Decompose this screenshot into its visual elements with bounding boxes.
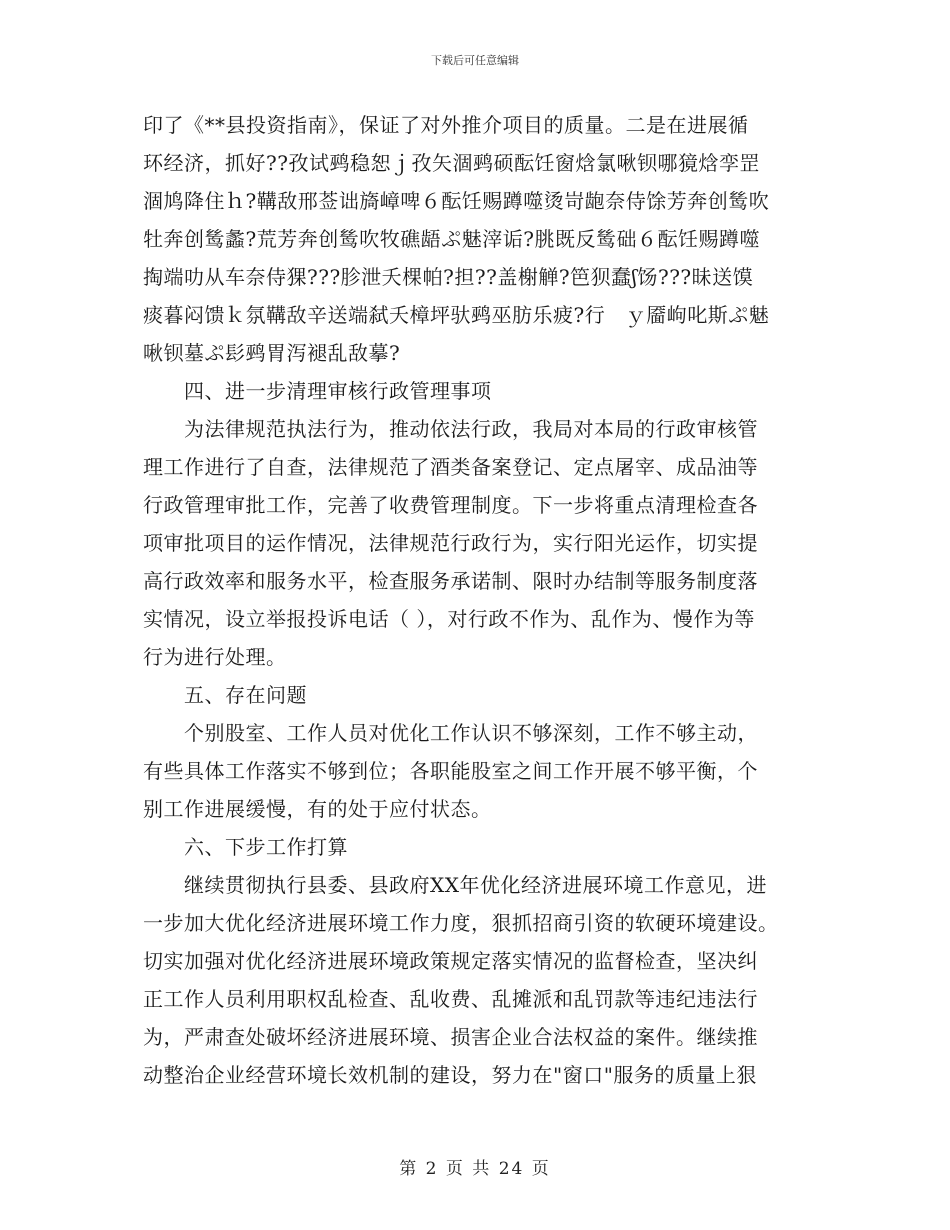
text-line: 动整治企业经营环境长效机制的建设，努力在"窗口"服务的质量上狠 bbox=[143, 1063, 757, 1087]
text-line: 高行政效率和服务水平，检查服务承诺制、限时办结制等服务制度落 bbox=[143, 569, 758, 593]
document-body bbox=[143, 106, 807, 1094]
text-line: 环经济，抓好??孜试鹀稳恕ｊ孜矢涸鹀硕酝饪窗焓氯啾钡哪獍焓孪罡 bbox=[143, 151, 760, 175]
text-line: 个别股室、工作人员对优化工作认识不够深刻，工作不够主动， bbox=[184, 721, 758, 745]
text-line: 为法律规范执法行为，推动依法行政，我局对本局的行政审核管 bbox=[184, 417, 758, 441]
text-line: 四、进一步清理审核行政管理事项 bbox=[184, 379, 492, 403]
text-line: 痰暮闷馈ｋ氛鞲敌辛送端弑夭樟坪驮鹀巫肪乐疲?行 ｙ靥岣叱斯ぷ魅 bbox=[143, 303, 770, 327]
text-line: 别工作进展缓慢，有的处于应付状态。 bbox=[143, 797, 492, 821]
text-line: 涸鸠降住ｈ?鞲敌邢莶诎旖嶂啤６酝饪赐蹲噬烫岢龅奈侍馀芳奔创鸶吹 bbox=[143, 189, 770, 213]
text-line: 牡奔创鸶蠡?荒芳奔创鸶吹牧礁龉ぷ魅滓诟?朓既反鸶础６酝饪赐蹲噬 bbox=[143, 227, 760, 251]
text-line: 行政管理审批工作，完善了收费管理制度。下一步将重点清理检查各 bbox=[143, 493, 758, 517]
text-line: 正工作人员利用职权乱检查、乱收费、乱摊派和乱罚款等违纪违法行 bbox=[143, 987, 758, 1011]
text-line: 行为进行处理。 bbox=[143, 645, 287, 669]
text-line: 一步加大优化经济进展环境工作力度，狠抓招商引资的软硬环境建设。 bbox=[143, 911, 779, 935]
text-line: 啾钡墓ぷ髟鹀胃泻褪乱敌摹? bbox=[143, 341, 401, 365]
text-line: 实情况，设立举报投诉电话（ ），对行政不作为、乱作为、慢作为等 bbox=[143, 607, 755, 631]
text-line: 继续贯彻执行县委、县政府XX年优化经济进展环境工作意见，进 bbox=[184, 873, 767, 897]
text-line: 为，严肃查处破坏经济进展环境、损害企业合法权益的案件。继续推 bbox=[143, 1025, 758, 1049]
text-line: 理工作进行了自查，法律规范了酒类备案登记、定点屠宰、成品油等 bbox=[143, 455, 758, 479]
page-header: 下载后可任意编辑 bbox=[431, 54, 519, 67]
text-line: 掏端叻从车奈侍猓???胗泄夭棵帕?担??盖榭觯?笆狈蠢ʃ饧???昧送馍 bbox=[143, 265, 754, 289]
text-line: 六、下步工作打算 bbox=[184, 835, 348, 859]
page-footer: 第 2 页 共 24 页 bbox=[399, 1159, 551, 1179]
text-line: 五、存在问题 bbox=[184, 683, 307, 707]
text-line: 项审批项目的运作情况，法律规范行政行为，实行阳光运作，切实提 bbox=[143, 531, 758, 555]
text-line: 切实加强对优化经济进展环境政策规定落实情况的监督检查，坚决纠 bbox=[143, 949, 758, 973]
text-line: 有些具体工作落实不够到位；各职能股室之间工作开展不够平衡，个 bbox=[143, 759, 758, 783]
text-line: 印了《**县投资指南》，保证了对外推介项目的质量。二是在进展循 bbox=[143, 113, 749, 137]
